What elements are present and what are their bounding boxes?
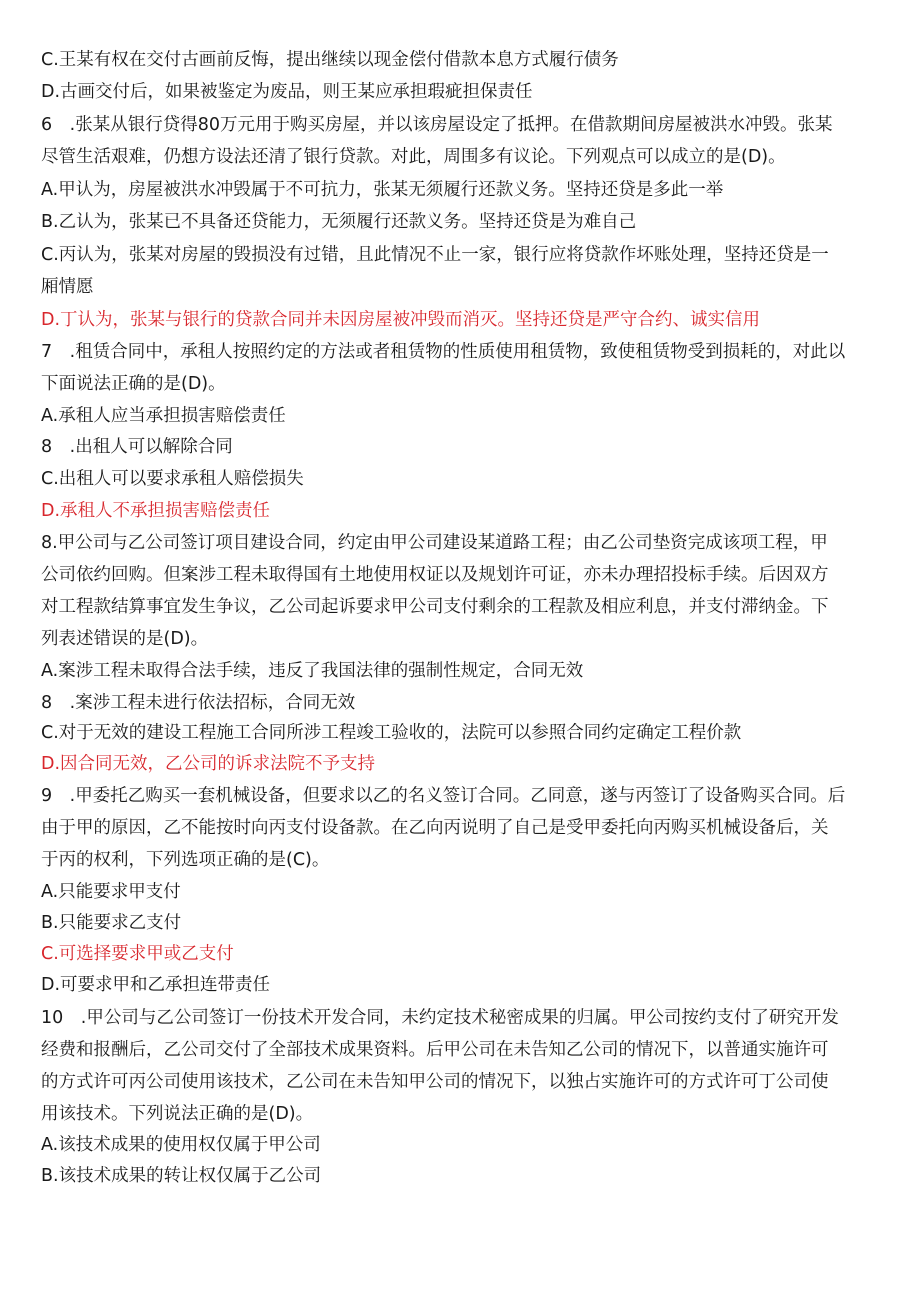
text-line: A.只能要求甲支付 xyxy=(41,882,181,902)
text-line: B.乙认为，张某已不具备还贷能力，无须履行还款义务。坚持还贷是为难自己 xyxy=(41,212,637,232)
text-line: 的方式许可丙公司使用该技术，乙公司在未告知甲公司的情况下，以独占实施许可的方式许可丁公司使 xyxy=(41,1072,829,1092)
text-line: B.只能要求乙支付 xyxy=(41,913,182,933)
text-line: B.该技术成果的转让权仅属于乙公司 xyxy=(41,1166,322,1186)
text-line: 公司依约回购。但案涉工程未取得国有土地使用权证以及规划许可证，亦未办理招投标手续。后因双方 xyxy=(41,565,829,585)
text-line: A.该技术成果的使用权仅属于甲公司 xyxy=(41,1135,321,1155)
text-line: 经费和报酬后，乙公司交付了全部技术成果资料。后甲公司在未告知乙公司的情况下，以普通实施许可 xyxy=(41,1040,829,1060)
text-line: C.出租人可以要求承租人赔偿损失 xyxy=(41,469,304,489)
text-line: A.甲认为，房屋被洪水冲毁属于不可抗力，张某无须履行还款义务。坚持还贷是多此一举 xyxy=(41,180,724,200)
text-line: 7 .租赁合同中，承租人按照约定的方法或者租赁物的性质使用租赁物，致使租赁物受到损耗的，对此以 xyxy=(41,342,846,362)
text-line: A.承租人应当承担损害赔偿责任 xyxy=(41,406,286,426)
text-line: 对工程款结算事宜发生争议，乙公司起诉要求甲公司支付剩余的工程款及相应利息，并支付滞纳金。下 xyxy=(41,597,829,617)
text-line: 用该技术。下列说法正确的是(D)。 xyxy=(41,1104,314,1124)
answer-option-line: C.可选择要求甲或乙支付 xyxy=(41,944,234,964)
text-line: 于丙的权利，下列选项正确的是(C)。 xyxy=(41,850,330,870)
text-line: 下面说法正确的是(D)。 xyxy=(41,374,226,394)
text-line: 由于甲的原因，乙不能按时向丙支付设备款。在乙向丙说明了自己是受甲委托向丙购买机械设备后，关 xyxy=(41,818,829,838)
text-line: C.对于无效的建设工程施工合同所涉工程竣工验收的，法院可以参照合同约定确定工程价款 xyxy=(41,723,742,743)
text-line: C.王某有权在交付古画前反悔，提出继续以现金偿付借款本息方式履行债务 xyxy=(41,50,619,70)
text-line: D.可要求甲和乙承担连带责任 xyxy=(41,975,271,995)
text-line: A.案涉工程未取得合法手续，违反了我国法律的强制性规定，合同无效 xyxy=(41,661,584,681)
text-line: 尽管生活艰难，仍想方设法还清了银行贷款。对此，周围多有议论。下列观点可以成立的是(D)。 xyxy=(41,147,786,167)
answer-option-line: D.丁认为，张某与银行的贷款合同并未因房屋被冲毁而消灭。坚持还贷是严守合约、诚实信用 xyxy=(41,310,761,330)
text-line: 6 .张某从银行贷得80万元用于购买房屋，并以该房屋设定了抵押。在借款期间房屋被洪水冲毁。张某 xyxy=(41,115,833,135)
text-line: 8 .出租人可以解除合同 xyxy=(41,437,233,457)
text-line: 8.甲公司与乙公司签订项目建设合同，约定由甲公司建设某道路工程；由乙公司垫资完成该项工程，甲 xyxy=(41,533,828,553)
text-line: C.丙认为，张某对房屋的毁损没有过错，且此情况不止一家，银行应将贷款作坏账处理，坚持还贷是一 xyxy=(41,245,829,265)
text-line: 9 .甲委托乙购买一套机械设备，但要求以乙的名义签订合同。乙同意，遂与丙签订了设备购买合同。后 xyxy=(41,786,846,806)
text-line: 厢情愿 xyxy=(41,277,94,297)
text-line: D.古画交付后，如果被鉴定为废品，则王某应承担瑕疵担保责任 xyxy=(41,82,533,102)
text-line: 10 .甲公司与乙公司签订一份技术开发合同，未约定技术秘密成果的归属。甲公司按约支付了研究开发 xyxy=(41,1008,839,1028)
answer-option-line: D.因合同无效，乙公司的诉求法院不予支持 xyxy=(41,754,376,774)
text-line: 8 .案涉工程未进行依法招标，合同无效 xyxy=(41,693,356,713)
text-line: 列表述错误的是(D)。 xyxy=(41,629,209,649)
answer-option-line: D.承租人不承担损害赔偿责任 xyxy=(41,501,271,521)
